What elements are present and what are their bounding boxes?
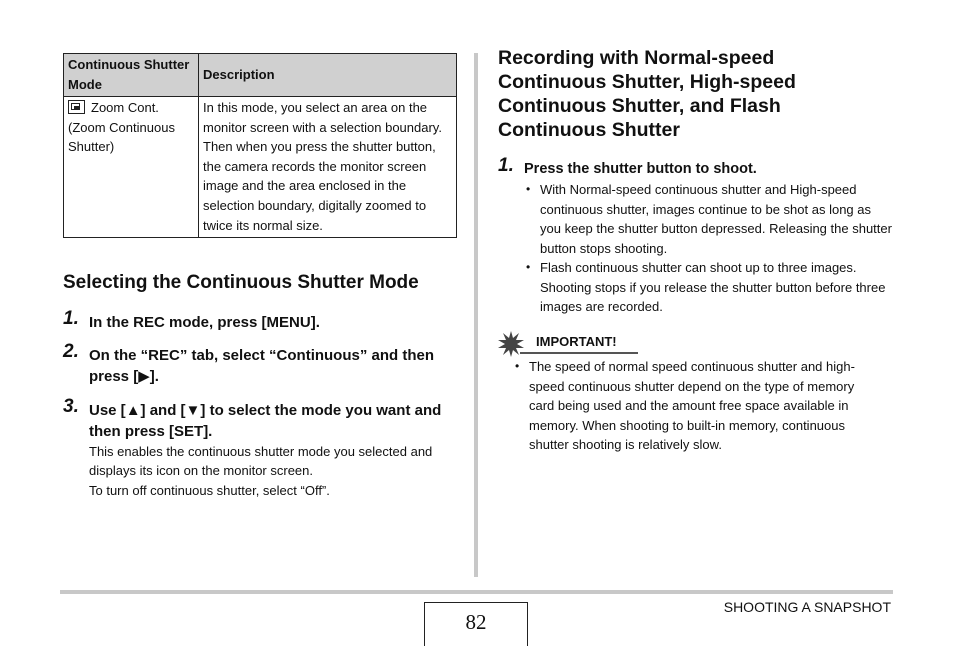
note-line: To turn off continuous shutter, select “Off”. [89, 482, 330, 498]
zoom-continuous-icon [68, 100, 85, 114]
mode-label: Zoom Cont. [91, 100, 159, 115]
step-text: Use [▲] and [▼] to select the mode you want and then press [SET]. [89, 402, 442, 440]
table-cell-description: In this mode, you select an area on the monitor screen with a selection boundary. Then when you press the shutter button, the camera records the monitor screen image and the area enclosed in the selection boundary, digitally zoomed to twice its normal size. [199, 97, 457, 238]
step-number: 1. [63, 308, 79, 329]
list-item: • Flash continuous shutter can shoot up to three images. Shooting stops if you release the shutter button before three images are recorded. [524, 258, 892, 317]
footer-rule [60, 590, 893, 594]
down-arrow-icon: ▼ [185, 402, 201, 419]
important-underline [520, 352, 638, 354]
step-text: On the “REC” tab, select “Continuous” and then press [▶]. [89, 347, 435, 385]
step-3-note [89, 442, 464, 500]
step-number: 1. [498, 155, 514, 176]
table-header-row [64, 54, 457, 97]
table-row [64, 97, 457, 238]
list-item: • The speed of normal speed continuous shutter and high-speed continuous shutter depend on the type of memory card being used and the amount free space available in memory. When shooting to built-in memory, continuous shutter shooting is relatively slow. [513, 357, 883, 455]
right-section-heading: Recording with Normal-speed Continuous Shutter, High-speed Continuous Shutter, and Flash Continuous Shutter [498, 47, 796, 141]
table-header-mode: Continuous Shutter Mode [64, 54, 199, 97]
mode-sub-label: (Zoom Continuous Shutter) [68, 119, 175, 155]
continuous-shutter-mode-table [63, 53, 457, 238]
note-line: This enables the continuous shutter mode you selected and displays its icon on the monitor screen. [89, 444, 433, 479]
section-heading: Selecting the Continuous Shutter Mode [63, 272, 419, 293]
page-number: 82 [465, 610, 487, 634]
step-text: Press the shutter button to shoot. [524, 161, 757, 177]
table-cell-mode [64, 97, 199, 238]
important-callout [498, 331, 638, 355]
page-number-box [424, 602, 528, 646]
right-bullet-list [524, 180, 892, 317]
step-number: 2. [63, 341, 79, 362]
important-label: IMPORTANT! [536, 334, 617, 349]
step-text: In the REC mode, press [MENU]. [89, 314, 320, 331]
step-number: 3. [63, 396, 79, 417]
right-arrow-icon: ▶ [138, 368, 150, 385]
column-divider [474, 53, 478, 577]
important-bullet-list [513, 357, 883, 455]
chapter-title: SHOOTING A SNAPSHOT [723, 599, 891, 615]
up-arrow-icon: ▲ [125, 402, 141, 419]
table-header-description: Description [199, 54, 457, 97]
list-item: • With Normal-speed continuous shutter and High-speed continuous shutter, images continue to be shot as long as you keep the shutter button depressed. Releasing the shutter button stops shooting. [524, 180, 892, 258]
